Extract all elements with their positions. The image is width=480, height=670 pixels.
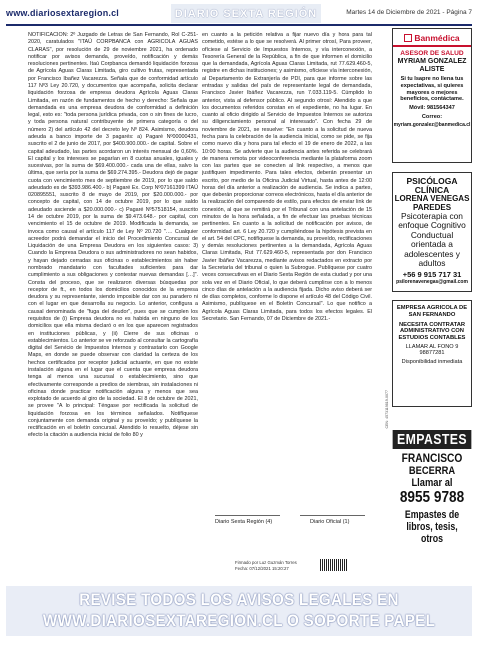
signature-line-right	[300, 515, 365, 516]
banmedica-role: ASESOR DE SALUD	[400, 50, 464, 57]
empastes-title: EMPASTES	[393, 430, 472, 449]
stamp-date: Fecha: 07/12/2021 15:20:27	[235, 566, 289, 571]
psicologa-title: PSICÓLOGA CLÍNICA	[406, 176, 458, 195]
publication-diario-oficial: Diario Oficial (1)	[310, 519, 350, 525]
publication-diario-sexta: Diario Sexta Región (4)	[215, 519, 273, 525]
footer-line-2: WWW.DIARIOSEXTAREGION.CL O SOPORTE PAPEL	[42, 612, 436, 630]
psicologa-text: Psicoterapia con enfoque Cognitivo Conductual orientada a adolescentes y adultos	[398, 211, 466, 269]
masthead-rule	[6, 24, 472, 26]
masthead	[6, 4, 472, 24]
banmedica-text: Si tu Isapre no llena tus expectativas, si quieres mayores o mejores beneficios, contáctame.	[400, 76, 464, 103]
notice-column-1	[28, 32, 198, 547]
digital-signature-stamp	[235, 560, 297, 572]
ad-psicologa[interactable]	[392, 172, 472, 292]
empastes-name1: FRANCISCO	[401, 451, 463, 465]
banmedica-logo: Banmédica	[393, 33, 471, 43]
banmedica-name: MYRIAM GONZALEZ ALISTE	[397, 58, 467, 73]
banmedica-phone: Móvil: 981564347	[409, 105, 455, 112]
empastes-phone: 8955 9788	[399, 489, 465, 506]
masthead-title-band	[171, 4, 321, 23]
footer-line-1: REVISE TODOS LOS AVISOS LEGALES EN	[79, 591, 399, 609]
empresa-title: EMPRESA AGRICOLA DE SAN FERNANDO	[396, 305, 468, 318]
banmedica-logo-icon	[404, 34, 412, 42]
empresa-need: NECESITA CONTRATAR ADMINISTRATIVO CON ESTUDIOS CONTABLES	[398, 321, 466, 342]
psicologa-name: LORENA VENEGAS PAREDES	[394, 194, 470, 212]
empastes-call: Llamar al	[411, 477, 453, 489]
empastes-desc: Empastes de libros, tesis, otros	[404, 509, 460, 545]
signature-barcode	[320, 559, 348, 571]
stamp-name: Firmado por Luz Guzmán Torres	[235, 560, 297, 565]
ad-empastes[interactable]	[392, 430, 472, 566]
banmedica-mail-label: Correo:	[421, 113, 443, 120]
masthead-title: DIARIO SEXTA REGIÓN	[174, 8, 318, 20]
empresa-call: LLAMAR AL FONO 9 98877281	[405, 343, 459, 357]
masthead-date: Martes 14 de Diciembre de 2021 - Página 7	[346, 9, 472, 16]
signature-line-left	[215, 515, 280, 516]
empastes-name2: BECERRA	[408, 465, 456, 477]
masthead-url[interactable]: www.diariosextaregion.cl	[6, 8, 119, 18]
banmedica-mail[interactable]: myriam.gonzalez@banmedica.cl	[393, 121, 471, 128]
notice-text-1: NOTIFICACIÓN: 2º Juzgado de Letras de San Fernando, Rol C-251-2020, caratulados "ITAÚ CORPBANCA con AGRICOLA AGUAS CLARAS", por resolución de 29 de noviembre 2021, ha ordenado notificar por avisos demanda, proveído, notificación y demás resoluciones pertinentes. Itaú Corpbanca demandó liquidación forzosa de Agrícola Aguas Claras Limitada, giro cultivo frutas, representada por Francisco Ibañez Vacarezza. Señala que de conformidad artículo 117 Nº3 Ley 20.720, y documentos que acompaña, solicita declarar liquidación forzosa de empresa deudora Agrícola Aguas Claras Limitada, en razón de fundamentos de hecho y derecho: Señala que demandada es una empresa deudora de conformidad a definición legal, esto es: "toda persona jurídica privada, con o sin fines de lucro, y toda persona natural contribuyente de primera categoría o del número 2) del artículo 42 del decreto ley Nº 824. Asimismo, deudora adeuda a banco importe de 3 pagarés: a) Pagaré Nº00000431, suscrito el 2 de junio de 2017, por $400.900.000.- de capital. Sobre el capital adeudado, las partes acordaron un interés mensual de 0,60%. El capital y los intereses se pagarían en 8 cuotas anuales, iguales y sucesivas, por la suma de $69.400.000.- cada una de ellas, salvo la última, que sería por la suma de $69.274.395.- Deudora dejó de pagar cuota con vencimiento mes de septiembre de 2019, por lo que saldo adeudado es de $393.986.400.- b) Pagaré Ex. Corp Nº07161399 ITAÚ 020895551, suscrito 8 de mayo de 2019, por $20.000.000.- por concepto de capital, con 14 de octubre 2019, por lo que saldo adeudado asciende a $20.000.000.- c) Pagaré Nº57518154, suscrito 14 de octubre 2019, por la suma de $9.473.648.- por capital, con vencimiento el 15 de octubre de 2019. Modificada la demanda, se invoca como causal el artículo 117 de Ley Nº 20.720 "…. Cualquier acreedor podrá demandar el inicio del Procedimiento Concursal de Liquidación de una Empresa Deudora en los siguientes casos: 3) Cuando la Empresa Deudora o sus administradores no sean habidos, y hayan dejado cerradas sus oficinas o establecimientos sin haber nombrado mandatario con facultades suficientes para dar cumplimiento a sus obligaciones y contestar nuevas demandas […]". Consta del proceso, que se realizaron diversas búsquedas por receptor de ft., en todos los domicilios conocidos de la empresa deudora y su representante, siendo imposible dar con su paradero ni con el lugar en que desarrolla su negocio. Lo anterior, configura a causal denominada de "fuga del deudor", pues que se cumplen los requisitos de (i) Empresa deudora no es habida en ninguno de los domicilios que ella misma declaró o en los que aparecen registrados en instituciones públicas, y (ii) Cierre de sus oficinas o establecimientos. Lo anterior se ve reforzado al consultar la cartografía digital del Servicio de Impuestos Internos y contrastarlo con Google Maps, en donde se puede observar con claridad la certeza de los hechos certificados por receptor judicial actuante, en que no existe instalación alguna en el lugar que el cuenta que empresa deudora tenga al menos una sucursal o establecimiento, sino que efectivamente corresponde a predios de siembras, sin instalaciones ni oficinas donde practicar notificación alguna y menos que sea explotado de acuerdo al giro de la sociedad. El 8 de octubre de 2021, se provee "A lo principal: Téngase por rectificada la solicitud de liquidación forzosa en los términos señalados. Notifíquese conjuntamente con demanda original y su proveído; y publíquese la rectificación en el boletín concursal. Atendido lo resuelto, déjese sin efecto la citación a audiencia inicial de folio 80 y	[28, 32, 198, 439]
footer-banner[interactable]	[6, 586, 472, 636]
psicologa-mail[interactable]: psilorenavenegas@gmail.com	[396, 279, 468, 286]
banmedica-red-bar	[393, 45, 471, 47]
vertical-verification-code: CEN: 4573119819-0077	[385, 390, 389, 429]
psicologa-phone: +56 9 915 717 31	[402, 270, 462, 280]
empresa-availability: Disponibilidad inmediata	[401, 358, 463, 365]
ad-empresa-agricola[interactable]	[392, 300, 472, 407]
notice-text-2: en cuanto a la petición relativa a fijar nuevo día y hora para tal cometido, estése a lo que se resolverá. Al primer otrosí, Para proveer, ofíciese al Servicio de Impuestos Internos, y vía interconexión, a Tesorería General de la República, a fin de que informen el domicilio que la demandada, Agrícola Aguas Claras Limitada, rut 77.629.460-5, registre en dichas instituciones; y asimismo, ofíciese vía interconexión, al Departamento de Extranjería de PDI, para que informe sobre las entradas y salidas del país de representante legal de demandada, Francisco Javier Ibáñez Vacarezza, run 7.033.119-5. Cúmplido lo anterior, vista al defensor público. Al segundo otrosí: Atendido a que los documentos referidos constan en el expediente, no ha lugar. En cuanto al oficio dirigido al Servicio de Impuestos Internos se autoriza su diligenciamiento personal al interesado". Con fecha 29 de noviembre de 2021, se resuelve: "En cuanto a la solicitud de nueva fecha para la celebración de la audiencia inicial, como se pide, se fija como nuevo día y hora para tal efecto el 19 de enero de 2022, a las 10:00 horas. Se advierte que la audiencia antes referida se celebrará de manera remota por videoconferencia mediante la plataforma zoom con las partes que se conecten al link respectivo, a menos que justifiquen impedimento. Para tales efectos, deberán presentar un escrito, por medio de la Oficina Judicial Virtual, hasta antes de 12:00 horas del día anterior a realización de audiencia. Se indica a partes, que deberán proporcionar correos electrónicos, hasta el día anterior de la realización del comparendo de estilo, para efectos de enviar link de conexión, al que se remitirá por el Tribunal con una antelación de 15 minutos de la hora señalada, a fin de efectuar las pruebas técnicas pertinentes. En cuanto a la solicitud de notificación por avisos, de conformidad art. 6 Ley 20.720 y cumpliéndose la hipótesis prevista en el art. 54 del CPC, notifíquese la demanda, su proveído, rectificaciones y demás resoluciones pertinentes a la demandada, Agrícola Aguas Claras Limitada, Rut 77.629.460-5, representada por don Francisco Javier Ibáñez Vacarezza, mediante avisos redactados en extracto por la Secretaría del tribunal o quien la Subrogue. Publíquese por cuatro veces consecutivas en el Diario Sexta Región de esta ciudad y por una sola vez en el Diario Oficial, lo que deberá cumplirse con a lo menos cinco días de antelación a la audiencia fijada. Dicho aviso deberá ser de días completos, conforme lo dispone el artículo 48 del Código Civil. Asimismo, publíquese en el Boletín Concursal". Lo que notifico a Agrícola Aguas Claras Limitada, para todos los efectos legales. El Secretario. San Fernando, 07 de Diciembre de 2021.-	[202, 32, 372, 322]
ad-banmedica[interactable]	[392, 28, 472, 163]
notice-column-2	[202, 32, 372, 402]
